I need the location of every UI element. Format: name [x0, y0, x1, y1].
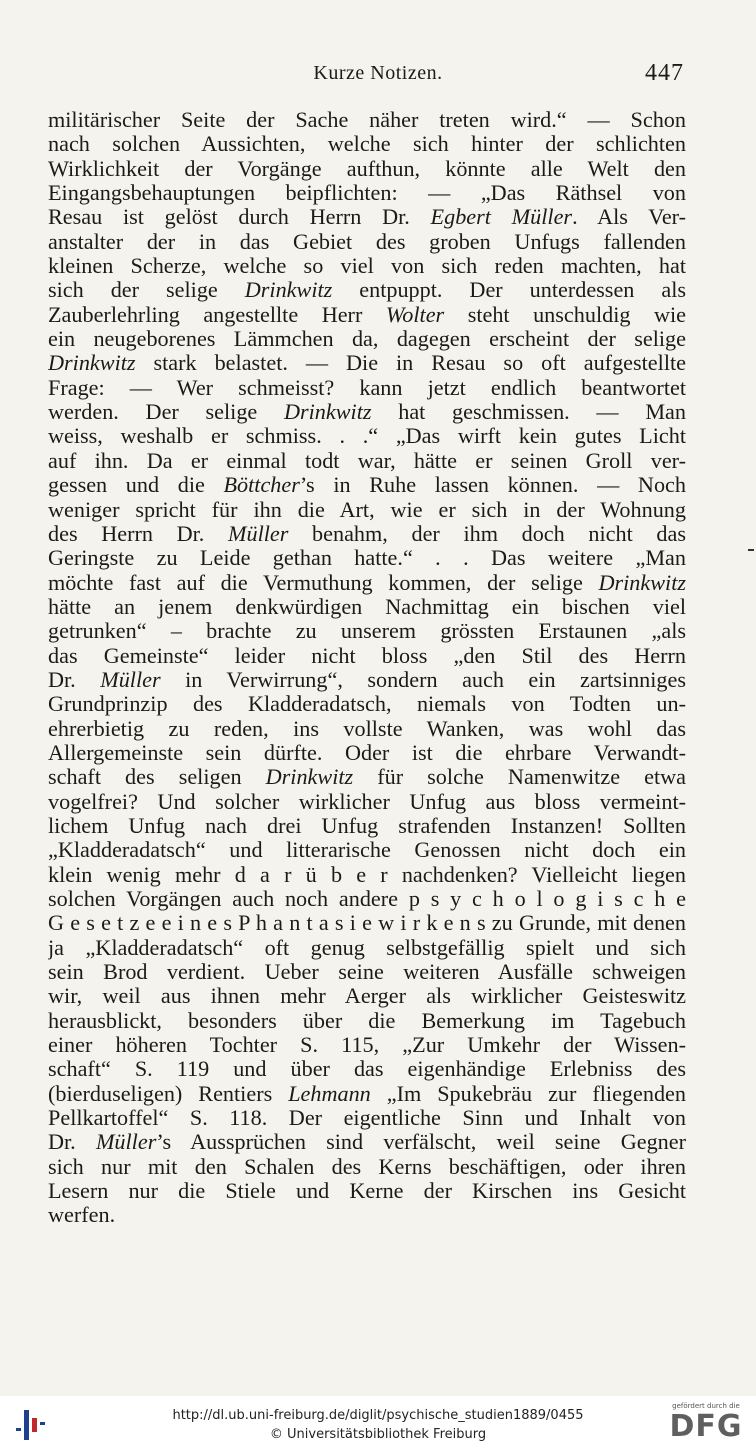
text-line	[48, 132, 686, 156]
text-line	[48, 108, 686, 132]
italic-name: Drinkwitz	[598, 570, 686, 595]
italic-name: Drinkwitz	[283, 400, 372, 425]
text-line	[48, 1155, 686, 1179]
italic-name: Drinkwitz	[244, 278, 333, 303]
page-header	[0, 62, 756, 90]
text-segment: sich der selige	[48, 278, 245, 303]
text-segment: Dr.	[48, 667, 101, 692]
text-line	[48, 498, 686, 522]
italic-name: Drinkwitz	[48, 351, 136, 376]
text-segment: des Herrn Dr.	[48, 521, 228, 546]
text-segment: anstalter der in das Gebiet des groben Unfugs fallenden	[48, 229, 686, 254]
text-line	[48, 668, 686, 692]
text-segment: nach solchen Aussichten, welche sich hinter der schlichten	[48, 132, 686, 157]
italic-name: Drinkwitz	[265, 765, 354, 790]
dfg-logo[interactable]	[666, 1402, 746, 1446]
text-line	[48, 765, 686, 789]
text-line	[48, 1106, 686, 1130]
text-segment: kleinen Scherze, welche so viel von sich reden machten, hat	[48, 254, 686, 279]
text-line	[48, 278, 686, 302]
text-segment: sein Brod verdient. Ueber seine weiteren Ausfälle schweigen	[48, 960, 686, 985]
dfg-caption: gefördert durch die	[672, 1402, 740, 1410]
text-segment: schaft“ S. 119 und über das eigenhändige Erlebniss des	[48, 1057, 686, 1082]
text-segment: Zauberlehrling angestellte Herr	[48, 302, 386, 327]
text-line	[48, 400, 686, 424]
text-line	[48, 522, 686, 546]
text-line	[48, 717, 686, 741]
text-segment: (bierduseligen) Rentiers	[48, 1081, 289, 1106]
italic-name: Müller	[100, 667, 161, 692]
text-line	[48, 911, 686, 935]
text-segment: schaft des seligen	[48, 765, 266, 790]
text-segment: vogelfrei? Und solcher wirklicher Unfug aus bloss vermeint-	[48, 789, 686, 814]
text-segment: ’s Aussprüchen sind verfälscht, weil seine Gegner	[156, 1130, 686, 1155]
text-line	[48, 1057, 686, 1081]
text-line	[48, 960, 686, 984]
text-segment: das Gemeinste“ leider nicht bloss „den Stil des Herrn	[48, 643, 686, 668]
text-segment: solchen Vorgängen auch noch andere p s y c h o l o g i s c h e	[48, 887, 686, 911]
text-segment: „Im Spukebräu zur fliegenden	[370, 1081, 686, 1106]
page-number: 447	[645, 60, 684, 86]
text-line	[48, 1082, 686, 1106]
text-segment: Allergemeinste sein dürfte. Oder ist die ehrbare Verwandt-	[48, 740, 686, 765]
body-text	[48, 108, 686, 1228]
text-line	[48, 984, 686, 1008]
text-segment: wir, weil aus ihnen mehr Aerger als wirklicher Geisteswitz	[48, 984, 686, 1009]
text-line	[48, 1009, 686, 1033]
viewer-footer	[0, 1396, 756, 1448]
text-segment: klein wenig mehr d a r ü b e r nachdenken? Vielleicht liegen	[48, 862, 686, 887]
text-line	[48, 449, 686, 473]
text-line	[48, 1203, 686, 1227]
italic-name: Wolter	[385, 302, 445, 327]
text-segment: entpuppt. Der unterdessen als	[332, 278, 686, 303]
text-line	[48, 376, 686, 400]
text-segment: steht unschuldig wie	[444, 302, 686, 327]
text-line	[48, 595, 686, 619]
text-line	[48, 619, 686, 643]
text-segment: Lesern nur die Stiele und Kerne der Kirschen ins Gesicht	[48, 1179, 686, 1204]
text-segment: Pellkartoffel“ S. 118. Der eigentliche Sinn und Inhalt von	[48, 1106, 686, 1131]
text-segment: Resau ist gelöst durch Herrn Dr.	[48, 205, 431, 230]
text-segment: werfen.	[48, 1203, 116, 1228]
text-line	[48, 424, 686, 448]
italic-name: Böttcher	[223, 473, 300, 498]
text-line	[48, 157, 686, 181]
edge-mark	[748, 549, 754, 551]
text-segment: werden. Der selige	[48, 400, 284, 425]
text-segment: ’s in Ruhe lassen können. — Noch	[299, 473, 686, 498]
text-segment: Eingangsbehauptungen beipflichten: — „Das Räthsel von	[48, 181, 686, 206]
text-segment: Wirklichkeit der Vorgänge aufthun, könnte alle Welt den	[48, 156, 686, 181]
text-segment: „Kladderadatsch“ und litterarische Genossen nicht doch ein	[48, 838, 686, 863]
text-line	[48, 571, 686, 595]
text-segment: getrunken“ – brachte zu unserem grössten Erstaunen „als	[48, 619, 686, 644]
text-line	[48, 1033, 686, 1057]
text-segment: ja „Kladderadatsch“ oft genug selbstgefällig spielt und sich	[48, 935, 686, 960]
text-line	[48, 838, 686, 862]
text-line	[48, 181, 686, 205]
text-line	[48, 814, 686, 838]
text-line	[48, 741, 686, 765]
copyright-notice: © Universitätsbibliothek Freiburg	[269, 1427, 487, 1442]
text-line	[48, 1179, 686, 1203]
text-segment: . Als Ver-	[572, 205, 686, 230]
text-line	[48, 254, 686, 278]
text-segment: auf ihn. Da er einmal todt war, hätte er seinen Groll ver-	[48, 448, 686, 473]
text-segment: hätte an jenem denkwürdigen Nachmittag ein bischen viel	[48, 594, 686, 619]
text-segment: Frage: — Wer schmeisst? kann jetzt endlich beantwortet	[48, 375, 686, 400]
text-segment: ehrerbietig zu reden, ins vollste Wanken, was wohl das	[48, 716, 686, 741]
text-line	[48, 473, 686, 497]
text-line	[48, 546, 686, 570]
text-line	[48, 790, 686, 814]
running-title: Kurze Notizen.	[313, 62, 443, 84]
text-line	[48, 644, 686, 668]
text-segment: Grundprinzip des Kladderadatsch, niemals von Todten un-	[48, 692, 686, 717]
text-line	[48, 303, 686, 327]
text-line	[48, 863, 686, 887]
dfg-logo-icon: DFG	[669, 1409, 743, 1444]
text-line	[48, 351, 686, 375]
text-segment: herausblickt, besonders über die Bemerkung im Tagebuch	[48, 1008, 686, 1033]
italic-name: Müller	[95, 1130, 157, 1155]
text-segment: möchte fast auf die Vermuthung kommen, der selige	[48, 570, 599, 595]
text-segment: weiss, weshalb er schmiss. . .“ „Das wirft kein gutes Licht	[48, 424, 686, 449]
text-segment: für solche Namenwitze etwa	[353, 765, 686, 790]
text-segment: einer höheren Tochter S. 115, „Zur Umkehr der Wissen-	[48, 1033, 686, 1058]
text-segment: gessen und die	[48, 473, 224, 498]
permalink-url[interactable]: http://dl.ub.uni-freiburg.de/diglit/psychische_studien1889/0455	[172, 1408, 584, 1423]
text-line	[48, 692, 686, 716]
text-segment: militärischer Seite der Sache näher treten wird.“ — Schon	[48, 108, 686, 132]
text-line	[48, 887, 686, 911]
text-line	[48, 230, 686, 254]
text-segment: stark belastet. — Die in Resau so oft aufgestellte	[135, 351, 686, 376]
italic-name: Egbert Müller	[430, 205, 573, 230]
text-segment: benahm, der ihm doch nicht das	[288, 521, 686, 546]
text-segment: in Verwirrung“, sondern auch ein zartsinniges	[160, 667, 686, 692]
text-line	[48, 327, 686, 351]
text-line	[48, 205, 686, 229]
text-segment: hat geschmissen. — Man	[371, 400, 686, 425]
italic-name: Müller	[228, 521, 289, 546]
italic-name: Lehmann	[288, 1081, 371, 1106]
text-segment: Geringste zu Leide gethan hatte.“ . . Das weitere „Man	[48, 546, 686, 571]
text-segment: G e s e t z e e i n e s P h a n t a s i e w i r k e n s zu Grunde, mit denen	[48, 911, 686, 936]
text-segment: Dr.	[48, 1130, 96, 1155]
text-line	[48, 1130, 686, 1154]
text-segment: lichem Unfug nach drei Unfug strafenden Instanzen! Sollten	[48, 813, 686, 838]
text-segment: weniger spricht für ihn die Art, wie er sich in der Wohnung	[48, 497, 686, 522]
text-segment: sich nur mit den Schalen des Kerns beschäftigen, oder ihren	[48, 1154, 686, 1179]
text-segment: ein neugeborenes Lämmchen da, dagegen erscheint der selige	[48, 327, 686, 352]
text-line	[48, 936, 686, 960]
